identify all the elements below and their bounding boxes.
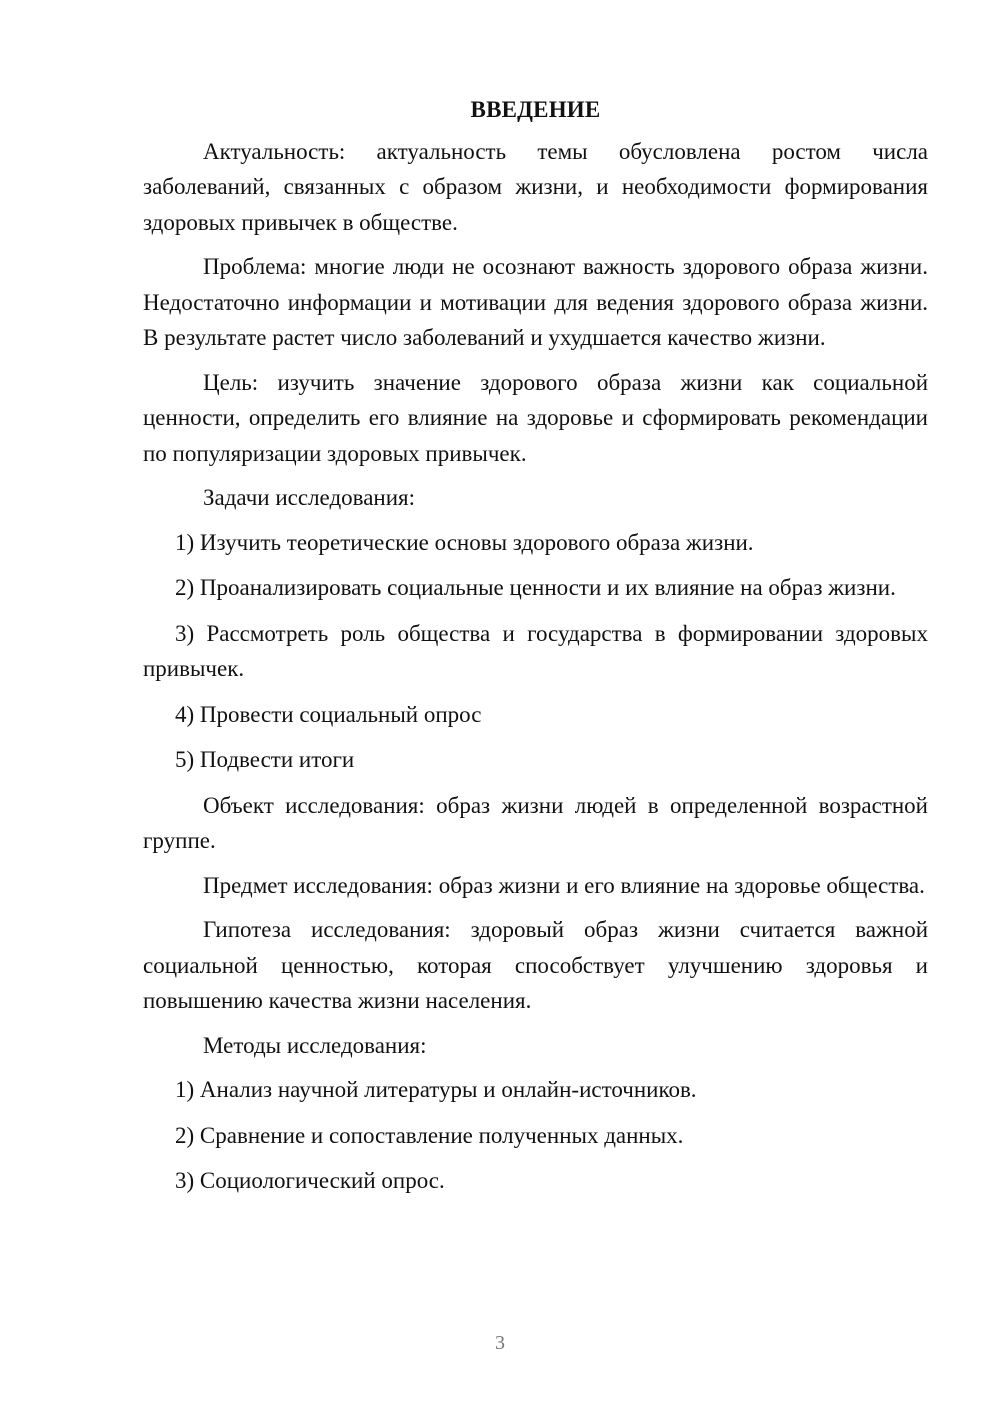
methods-heading: Методы исследования: — [203, 1032, 427, 1058]
relevance-paragraph: Актуальность: актуальность темы обусловлена ростом числа заболеваний, связанных с образом жизни, и необходимости формирования здоровых привычек в обществе. — [143, 138, 928, 235]
page-number: 3 — [495, 1332, 505, 1354]
goal-paragraph: Цель: изучить значение здорового образа жизни как социальной ценности, определить его влияние на здоровье и сформировать рекомендации по популяризации здоровых привычек. — [143, 369, 928, 466]
task-item-1: 1) Изучить теоретические основы здорового образа жизни. — [175, 529, 754, 555]
object-paragraph: Объект исследования: образ жизни людей в определенной возрастной группе. — [143, 792, 928, 853]
task-item-4: 4) Провести социальный опрос — [175, 701, 482, 727]
method-item-2: 2) Сравнение и сопоставление полученных данных. — [175, 1122, 684, 1148]
method-item-3: 3) Социологический опрос. — [175, 1168, 445, 1193]
page-title: ВВЕДЕНИЕ — [470, 97, 601, 122]
task-item-5: 5) Подвести итоги — [175, 747, 355, 772]
subject-paragraph: Предмет исследования: образ жизни и его влияние на здоровье общества. — [203, 872, 925, 898]
tasks-heading: Задачи исследования: — [203, 485, 416, 510]
problem-paragraph: Проблема: многие люди не осознают важность здорового образа жизни. Недостаточно информации и мотивации для ведения здорового образа жизни. В результате растет число заболеваний и ухудшается качество жизни. — [143, 254, 928, 350]
task-item-3: 3) Рассмотреть роль общества и государства в формировании здоровых привычек. — [143, 620, 928, 681]
task-item-2: 2) Проанализировать социальные ценности и их влияние на образ жизни. — [175, 575, 896, 600]
document-body — [143, 92, 928, 1209]
method-item-1: 1) Анализ научной литературы и онлайн-источников. — [175, 1077, 697, 1102]
hypothesis-paragraph: Гипотеза исследования: здоровый образ жизни считается важной социальной ценностью, которая способствует улучшению здоровья и повышению качества жизни населения. — [143, 917, 928, 1013]
